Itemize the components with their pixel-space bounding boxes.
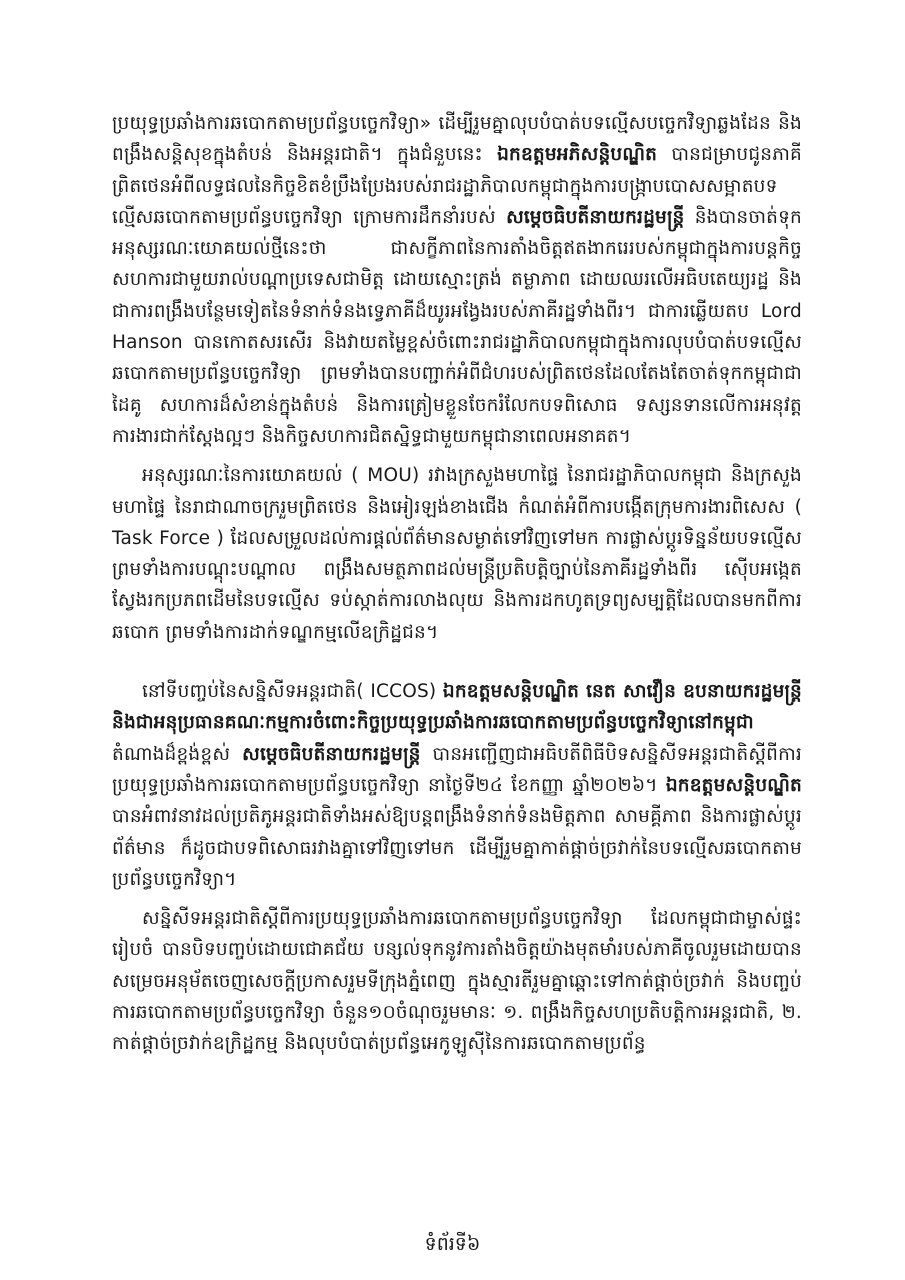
- text-segment: អនុស្សរណៈនៃការយោគយល់ ( MOU) រវាងក្រសួងមហាផ្ទៃ នៃរាជរដ្ឋាភិបាលកម្ពុជា និងក្រសួងមហាផ្ទៃ នៃរាជាណាចក្ររួមព្រិតថេន និងអៀរឡង់ខាងជើង កំណត់អំពីការបង្កើតក្រុមការងារពិសេស ( Task Force ) ដែលសម្រួលដល់ការផ្តល់ព័ត៌មានសម្ងាត់ទៅវិញទៅមក ការផ្លាស់ប្តូរទិន្នន័យបទល្មើស ព្រមទាំងការបណ្តុះបណ្តាល ពង្រឹងសមត្ថភាពដល់មន្ត្រីប្រតិបត្តិច្បាប់នៃភាគីរដ្ឋទាំងពីរ ស៊ើបអង្កេត ស្វែងរកប្រភពដើមនៃបទល្មើស ទប់ស្កាត់ការលាងលុយ និងការដកហូតទ្រព្យសម្បត្តិដែលបានមកពីការឆបោក ព្រមទាំងការដាក់ទណ្ឌកម្មលើឧក្រិដ្ឋជន។: [112, 465, 802, 643]
- text-segment: បានអញ្ជើញជាអធិបតីពិធីបិទសន្និសីទអន្តរជាតិស្តីពីការប្រយុទ្ធប្រឆាំងការឆបោកតាមប្រព័ន្ធបច្ចេកវិទ្យា នាថ្ងៃទី២៤ ខែកញ្ញា ឆ្នាំ២០២៦។: [112, 743, 802, 796]
- text-segment: សន្និសីទអន្តរជាតិស្តីពីការប្រយុទ្ធប្រឆាំងការឆបោកតាមប្រព័ន្ធបច្ចេកវិទ្យា ដែលកម្ពុជាជាម្ចាស់ផ្ទះរៀបចំ បានបិទបញ្ចប់ដោយជោគជ័យ បន្សល់ទុកនូវការតាំងចិត្តយ៉ាងមុតមាំរបស់ភាគីចូលរួមដោយបានសម្រេចអនុម័តចេញសេចក្តីប្រកាសរួមទីក្រុងភ្នំពេញ ក្នុងស្មារតីរួមគ្នាឆ្ពោះទៅកាត់ផ្តាច់ច្រវាក់ និងបញ្ចប់ការឆបោកតាមប្រព័ន្ធបច្ចេកវិទ្យា ចំនួន១០ចំណុចរួមមានៈ ១. ពង្រឹងកិច្ចសហប្រតិបត្តិការអន្តរជាតិ, ២. កាត់ផ្តាច់ច្រវាក់ឧក្រិដ្ឋកម្ម និងលុបបំបាត់ប្រព័ន្ធអេកូឡូស៊ីនៃការឆបោកតាមប្រព័ន្ធ: [112, 908, 802, 1055]
- text-segment: និងបានចាត់ទុកអនុស្សរណៈយោគយល់ថ្មីនេះថា ជាសក្ខីភាពនៃការតាំងចិត្តឥតងាករេរបស់កម្ពុជាក្នុងការបន្តកិច្ចសហការជាមួយរាល់បណ្តាប្រទេសជាមិត្ត ដោយស្មោះត្រង់ តម្លាភាព ដោយឈរលើអធិបតេយ្យរដ្ឋ និងជាការពង្រឹងបន្ថែមទៀតនៃទំនាក់ទំនងទ្វេភាគីដ៏យូរអង្វែងរបស់ភាគីរដ្ឋទាំងពីរ។ ជាការឆ្លើយតប Lord Hanson បានកោតសរសើរ និងវាយតម្លៃខ្ពស់ចំពោះរាជរដ្ឋាភិបាលកម្ពុជាក្នុងការលុបបំបាត់បទល្មើសឆបោកតាមប្រព័ន្ធបច្ចេកវិទ្យា ព្រមទាំងបានបញ្ជាក់អំពីជំហរបស់ព្រិតថេនដែលតែងតែចាត់ទុកកម្ពុជាជាដៃគូ សហការដ៏សំខាន់ក្នុងតំបន់ និងការត្រៀមខ្លួនចែករំលែកបទពិសោធ ទស្សនទានលើការអនុវត្តការងារជាក់ស្តែងល្អៗ និងកិច្ចសហការជិតស្និទ្ធជាមួយកម្ពុជានាពេលអនាគត។: [112, 206, 802, 447]
- text-segment: បានជម្រាបជូនភាគីព្រិតថេនអំពីលទ្ធផលនៃកិច្ចខិតខំប្រឹងប្រែងរបស់រាជរដ្ឋាភិបាលកម្ពុជាក្នុងការបង្ក្រាបបោសសម្អាតបទល្មើសឆបោកតាមប្រព័ន្ធបច្ចេកវិទ្យា ក្រោមការដឹកនាំរបស់: [112, 144, 802, 228]
- paragraph-2: [112, 460, 802, 648]
- bold-title-prime-minister: សម្តេចធិបតីនាយករដ្ឋមន្ត្រី: [242, 743, 421, 765]
- text-segment: តំណាងដ៏ខ្ពង់ខ្ពស់: [112, 743, 243, 765]
- bold-title-excellency: ឯកឧត្តមសន្តិបណ្ឌិត: [665, 774, 802, 796]
- bold-title-prime-minister: សម្តេចធិបតីនាយករដ្ឋមន្ត្រី: [506, 206, 685, 228]
- text-segment: បានអំពាវនាវដល់ប្រតិភូអន្តរជាតិទាំងអស់ឱ្យបន្តពង្រឹងទំនាក់ទំនងមិត្តភាព សាមគ្គីភាព និងការផ្លាស់ប្តូរព័ត៌មាន ក៏ដូចជាបទពិសោធរវាងគ្នាទៅវិញទៅមក ដើម្បីរួមគ្នាកាត់ផ្តាច់ច្រវាក់នៃបទល្មើសឆបោកតាមប្រព័ន្ធបច្ចេកវិទ្យា។: [112, 806, 802, 890]
- bold-title-excellency: ឯកឧត្តមអភិសន្តិបណ្ឌិត: [497, 144, 658, 166]
- paragraph-3: [112, 676, 802, 895]
- article-body: [112, 108, 802, 1068]
- text-segment: ប្រយុទ្ធប្រឆាំងការឆបោកតាមប្រព័ន្ធបច្ចេកវិទ្យា» ដើម្បីរួមគ្នាលុបបំបាត់បទល្មើសបច្ចេកវិទ្យាឆ្លងដែន និងពង្រឹងសន្តិសុខក្នុងតំបន់ និងអន្តរជាតិ។ ក្នុងជំនួបនេះ: [112, 113, 802, 166]
- bold-title-deputy-pm: ឯកឧត្តមសន្តិបណ្ឌិត នេត សាវឿន ឧបនាយករដ្ឋមន្ត្រី និងជាអនុប្រធានគណៈកម្មការចំពោះកិច្ចប្រយុទ្ធប្រឆាំងការឆបោកតាមប្រព័ន្ធបច្ចេកវិទ្យានៅកម្ពុជា: [112, 681, 802, 734]
- paragraph-1: [112, 108, 802, 452]
- paragraph-4: [112, 903, 802, 1059]
- page-number: ទំព័រទី៦: [424, 1233, 481, 1255]
- text-segment: នៅទីបញ្ចប់នៃសន្និសីទអន្តរជាតិ( ICCOS): [142, 681, 443, 703]
